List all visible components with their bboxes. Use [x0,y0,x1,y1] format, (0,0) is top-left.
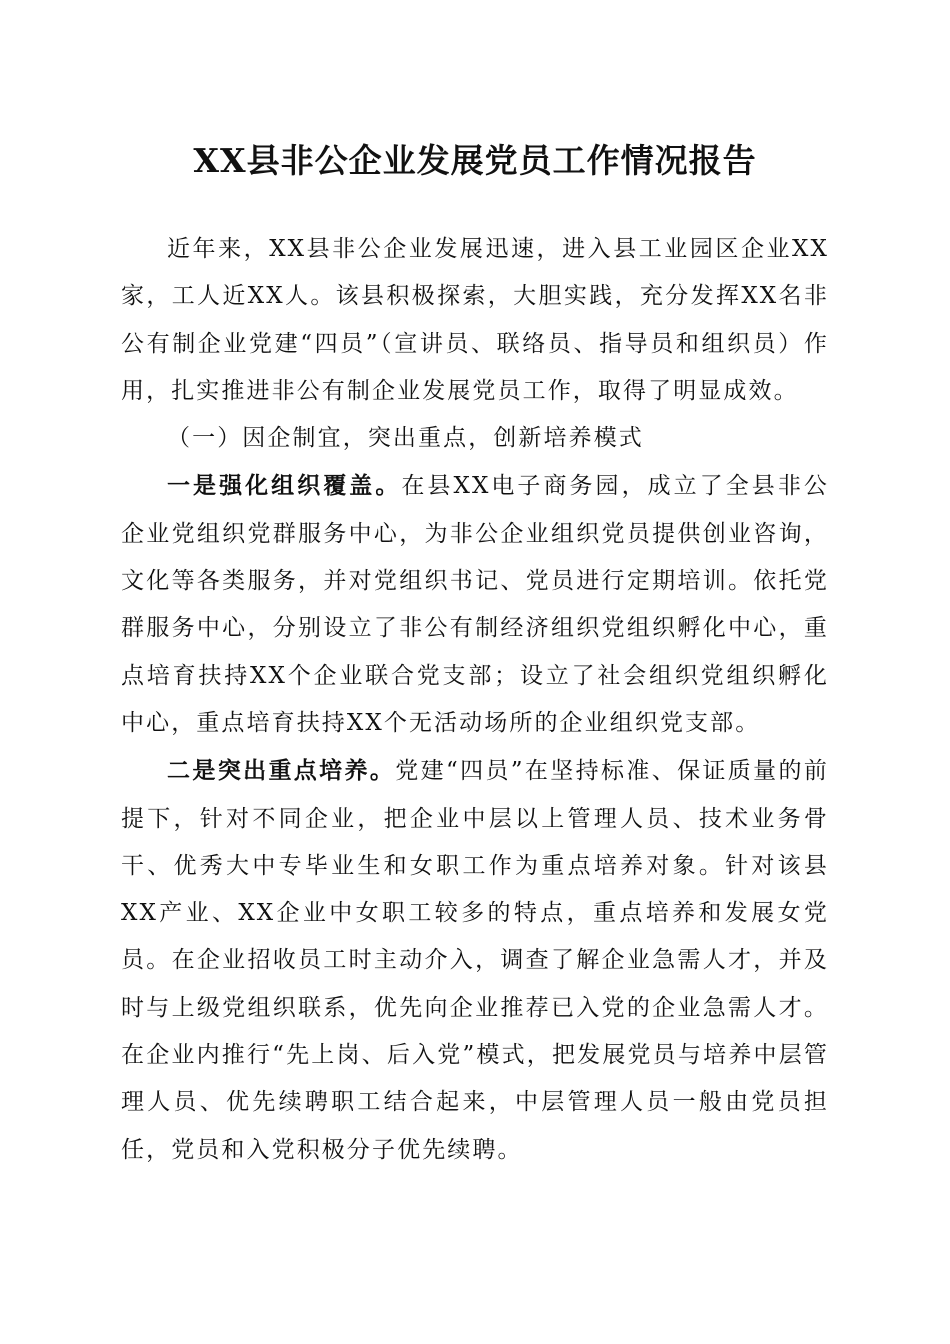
point-1-lead: 一是强化组织覆盖。 [167,472,402,500]
point-2-text: 党建“四员”在坚持标准、保证质量的前提下，针对不同企业，把企业中层以上管理人员、技术业务骨干、优秀大中专毕业生和女职工作为重点培养对象。针对该县XX产业、XX企业中女职工较多的特点，重点培养和发展女党员。在企业招收员工时主动介入，调查了解企业急需人才，并及时与上级党组织联系，优先向企业推荐已入党的企业急需人才。在企业内推行“先上岗、后入党”模式，把发展党员与培养中层管理人员、优先续聘职工结合起来，中层管理人员一般由党员担任，党员和入党积极分子优先续聘。 [121,758,829,1163]
document-title: XX县非公企业发展党员工作情况报告 [193,141,757,180]
paragraph-point-2 [121,747,829,1174]
paragraph-point-1 [121,462,829,747]
section-heading-1: （一）因企制宜，突出重点，创新培养模式 [167,425,644,452]
point-2-lead: 二是突出重点培养。 [167,757,396,785]
document-body [121,226,829,1174]
point-1-text: 在县XX电子商务园，成立了全县非公企业党组织党群服务中心，为非公企业组织党员提供创业咨询，文化等各类服务，并对党组织书记、党员进行定期培训。依托党群服务中心，分别设立了非公有制经济组织党组织孵化中心，重点培育扶持XX个企业联合党支部；设立了社会组织党组织孵化中心，重点培育扶持XX个无活动场所的企业组织党支部。 [121,473,829,736]
intro-paragraph: 近年来，XX县非公企业发展迅速，进入县工业园区企业XX家，工人近XX人。该县积极探索，大胆实践，充分发挥XX名非公有制企业党建“四员”（宣讲员、联络员、指导员和组织员）作用，扎实推进非公有制企业发展党员工作，取得了明显成效。 [121,236,829,404]
